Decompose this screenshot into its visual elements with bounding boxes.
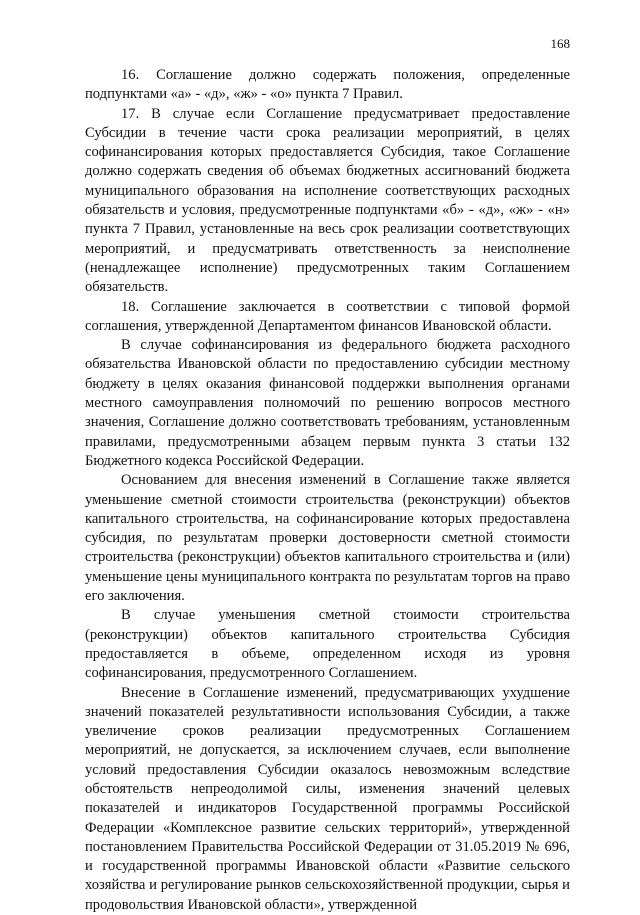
paragraph-17: 17. В случае если Соглашение предусматривает предоставление Субсидии в течение части срока реализации мероприятий, в целях софинансирования которых предоставляется Субсидия, такое Соглашение должно содержать сведения об объемах бюджетных ассигнований бюджета муниципального образования на исполнение соответствующих расходных обязательств и условия, предусмотренные подпунктами «б» - «д», «ж» - «н» пункта 7 Правил, установленные на весь срок реализации соответствующих мероприятий, и предусматривать ответственность за неисполнение (ненадлежащее исполнение) предусмотренных таким Соглашением обязательств. xyxy=(85,105,570,298)
paragraph-cost-reduction: В случае уменьшения сметной стоимости строительства (реконструкции) объектов капитального строительства Субсидия предоставляется в объеме, определенном исходя из уровня софинансирования, предусмотренного Соглашением. xyxy=(85,606,570,683)
document-body xyxy=(85,66,570,915)
paragraph-amendment-restrictions: Внесение в Соглашение изменений, предусматривающих ухудшение значений показателей результативности использования Субсидии, а также увеличение сроков реализации предусмотренных Соглашением мероприятий, не допускается, за исключением случаев, если выполнение условий предоставления Субсидии оказалось невозможным вследствие обстоятельств непреодолимой силы, изменения значений целевых показателей и индикаторов Государственной программы Российской Федерации «Комплексное развитие сельских территорий», утвержденной постановлением Правительства Российской Федерации от 31.05.2019 № 696, и государственной программы Ивановской области «Развитие сельского хозяйства и регулирование рынков сельскохозяйственной продукции, сырья и продовольствия Ивановской области», утвержденной xyxy=(85,684,570,915)
paragraph-federal-cofinancing: В случае софинансирования из федерального бюджета расходного обязательства Ивановской области по предоставлению субсидии местному бюджету в целях оказания финансовой поддержки выполнения органами местного самоуправления полномочий по решению вопросов местного значения, Соглашение должно соответствовать требованиям, установленным правилами, предусмотренными абзацем первым пункта 3 статьи 132 Бюджетного кодекса Российской Федерации. xyxy=(85,336,570,471)
paragraph-18: 18. Соглашение заключается в соответствии с типовой формой соглашения, утвержденной Департаментом финансов Ивановской области. xyxy=(85,298,570,337)
paragraph-amendment-grounds: Основанием для внесения изменений в Соглашение также является уменьшение сметной стоимости строительства (реконструкции) объектов капитального строительства, на софинансирование которых предоставлена субсидия, по результатам проверки достоверности сметной стоимости строительства (реконструкции) объектов капитального строительства и (или) уменьшение цены муниципального контракта по результатам торгов на право его заключения. xyxy=(85,471,570,606)
paragraph-16: 16. Соглашение должно содержать положения, определенные подпунктами «а» - «д», «ж» - «о» пункта 7 Правил. xyxy=(85,66,570,105)
page-number: 168 xyxy=(551,36,571,52)
